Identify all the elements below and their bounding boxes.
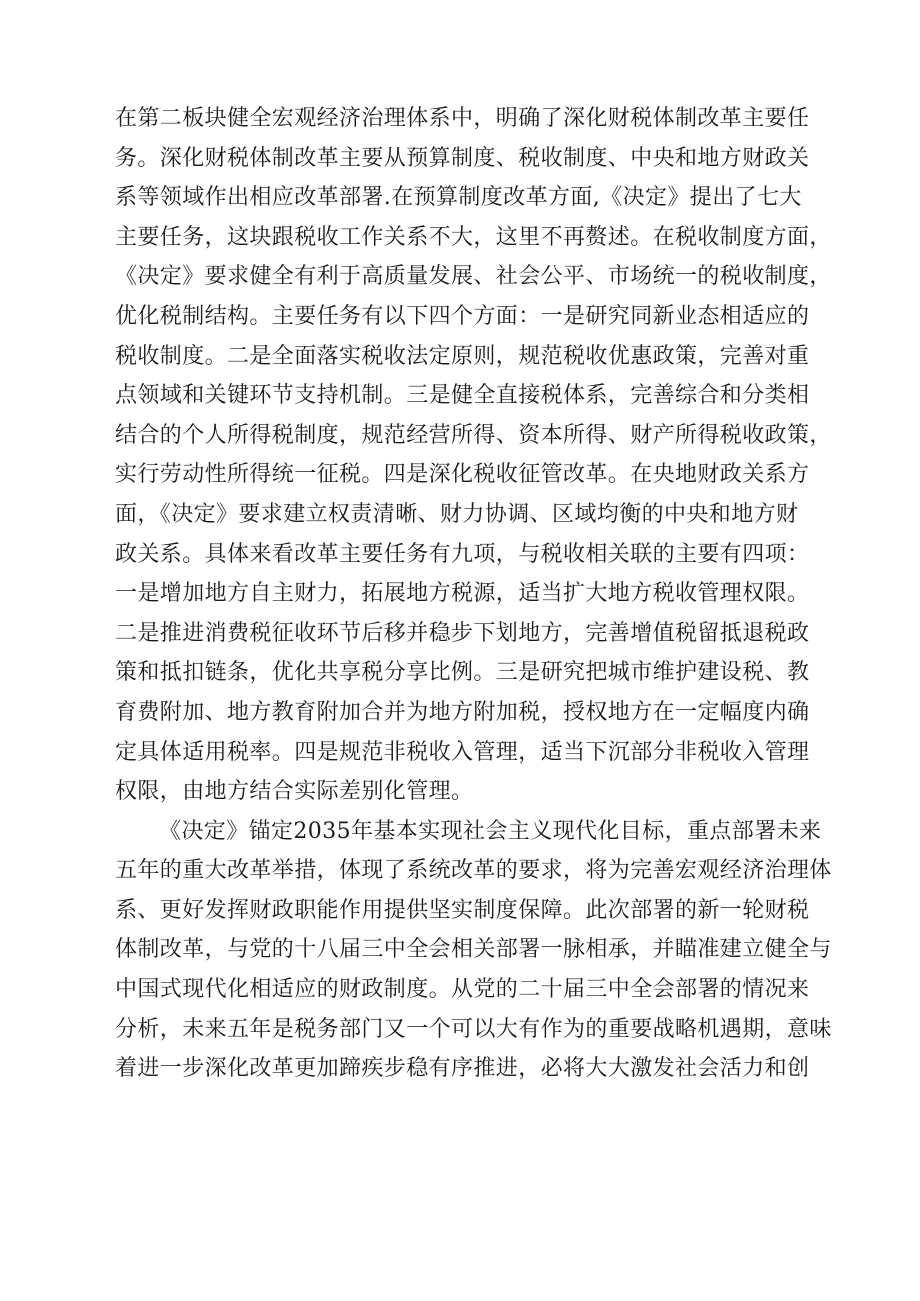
text-line: 结合的个人所得税制度，规范经营所得、资本所得、财产所得税收政策， [115,422,832,448]
text-line: 主要任务，这块跟税收工作关系不大，这里不再赘述。在税收制度方面， [115,224,832,250]
text-line: 五年的重大改革举措，体现了系统改革的要求，将为完善宏观经济治理体 [115,858,832,884]
text-line: 定具体适用税率。四是规范非税收入管理，适当下沉部分非税收入管理 [115,739,810,765]
body-text [115,99,830,1089]
text-line: 在第二板块健全宏观经济治理体系中，明确了深化财税体制改革主要任 [115,106,810,131]
text-line: 务。深化财税体制改革主要从预算制度、税收制度、中央和地方财政关 [115,145,810,171]
text-line: 《决定》锚定2035年基本实现社会主义现代化目标，重点部署未来 [159,818,822,844]
text-line: 点领域和关键环节支持机制。三是健全直接税体系，完善综合和分类相 [115,383,810,409]
text-line: 实行劳动性所得统一征税。四是深化税收征管改革。在央地财政关系方 [115,462,810,488]
text-line: 权限，由地方结合实际差别化管理。 [115,779,474,805]
text-line: 系、更好发挥财政职能作用提供坚实制度保障。此次部署的新一轮财税 [115,897,810,923]
text-line: 二是推进消费税征收环节后移并稳步下划地方，完善增值税留抵退税政 [115,620,810,646]
text-line: 系等领域作出相应改革部署.在预算制度改革方面,《决定》提出了七大 [115,185,802,211]
paragraph-1 [115,99,830,812]
text-line: 育费附加、地方教育附加合并为地方附加税，授权地方在一定幅度内确 [115,699,810,725]
text-line: 税收制度。二是全面落实税收法定原则，规范税收优惠政策，完善对重 [115,343,810,369]
text-line: 《决定》要求健全有利于高质量发展、社会公平、市场统一的税收制度， [115,264,832,290]
text-line: 面，《决定》要求建立权责清晰、财力协调、区域均衡的中央和地方财 [115,501,799,527]
text-line: 优化税制结构。主要任务有以下四个方面：一是研究同新业态相适应的 [115,303,810,329]
paragraph-2 [115,812,830,1089]
text-line: 策和抵扣链条，优化共享税分享比例。三是研究把城市维护建设税、教 [115,660,810,686]
text-line: 体制改革，与党的十八届三中全会相关部署一脉相承，并瞄准建立健全与 [115,937,832,963]
text-line: 政关系。具体来看改革主要任务有九项，与税收相关联的主要有四项： [115,541,810,567]
text-line: 着进一步深化改革更加蹄疾步稳有序推进，必将大大激发社会活力和创 [115,1056,810,1082]
text-line: 一是增加地方自主财力，拓展地方税源，适当扩大地方税收管理权限。 [115,581,810,607]
text-line: 中国式现代化相适应的财政制度。从党的二十届三中全会部署的情况来 [115,977,810,1003]
text-line: 分析，未来五年是税务部门又一个可以大有作为的重要战略机遇期，意味 [115,1016,832,1042]
